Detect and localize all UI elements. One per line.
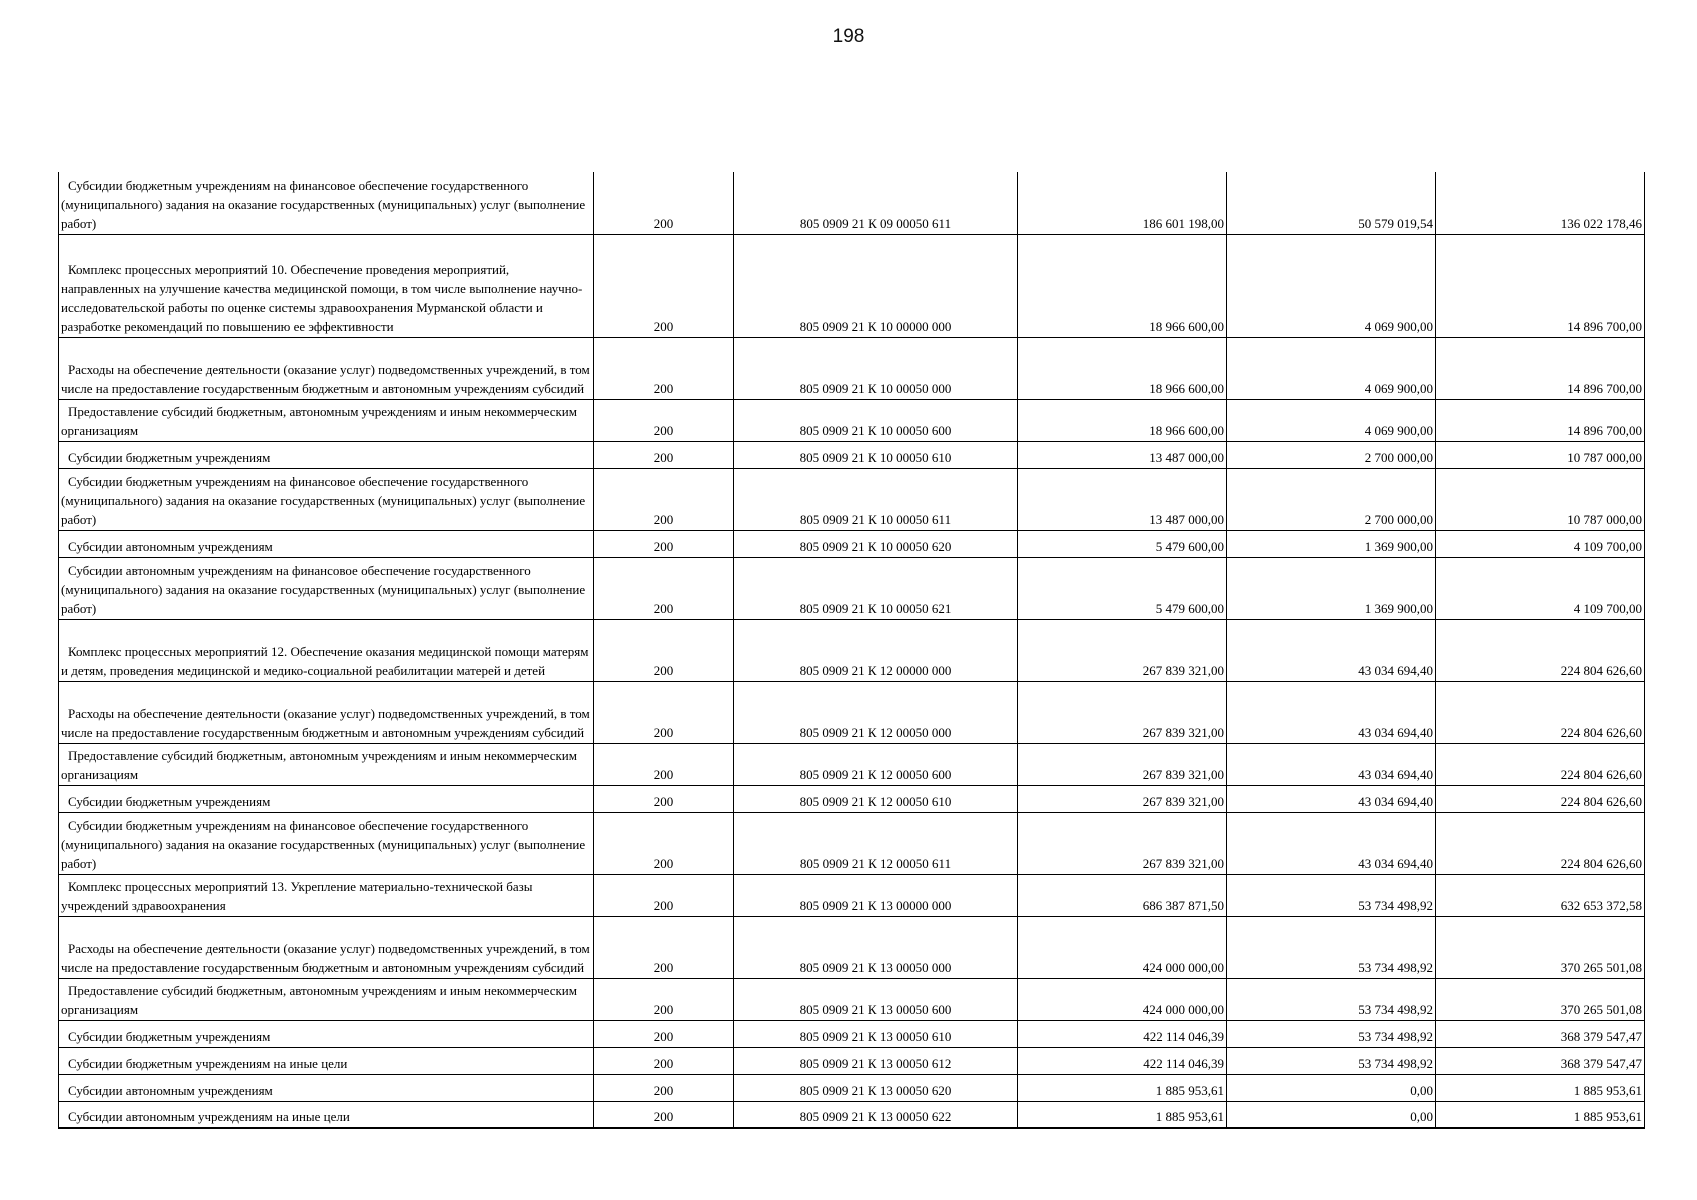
- table-row: [59, 785, 1645, 812]
- row-code-cell: 200: [594, 234, 734, 337]
- row-name-cell: Расходы на обеспечение деятельности (оказание услуг) подведомственных учреждений, в том числе на предоставление государственным бюджетным и автономным учреждениям субсидий: [59, 681, 594, 743]
- row-executed-amount-cell: 53 734 498,92: [1227, 1047, 1436, 1074]
- row-name-cell: Субсидии бюджетным учреждениям: [59, 1020, 594, 1047]
- table-row: [59, 337, 1645, 399]
- row-code-cell: 200: [594, 874, 734, 916]
- row-remaining-amount-cell: 224 804 626,60: [1436, 785, 1645, 812]
- row-executed-amount-cell: 2 700 000,00: [1227, 468, 1436, 530]
- row-executed-amount-cell: 2 700 000,00: [1227, 441, 1436, 468]
- row-remaining-amount-cell: 14 896 700,00: [1436, 399, 1645, 441]
- table-row: [59, 530, 1645, 557]
- row-executed-amount-cell: 50 579 019,54: [1227, 172, 1436, 234]
- row-kbk-cell: 805 0909 21 К 09 00050 611: [734, 172, 1018, 234]
- row-executed-amount-cell: 1 369 900,00: [1227, 557, 1436, 619]
- table-body: [59, 172, 1645, 1128]
- row-plan-amount-cell: 18 966 600,00: [1018, 337, 1227, 399]
- row-remaining-amount-cell: 4 109 700,00: [1436, 530, 1645, 557]
- row-plan-amount-cell: 18 966 600,00: [1018, 399, 1227, 441]
- row-kbk-cell: 805 0909 21 К 13 00050 000: [734, 916, 1018, 978]
- table-row: [59, 743, 1645, 785]
- table-row: [59, 619, 1645, 681]
- table-row: [59, 874, 1645, 916]
- row-code-cell: 200: [594, 916, 734, 978]
- row-remaining-amount-cell: 1 885 953,61: [1436, 1101, 1645, 1128]
- table-row: [59, 1020, 1645, 1047]
- row-remaining-amount-cell: 10 787 000,00: [1436, 468, 1645, 530]
- row-kbk-cell: 805 0909 21 К 12 00050 600: [734, 743, 1018, 785]
- row-remaining-amount-cell: 370 265 501,08: [1436, 978, 1645, 1020]
- row-remaining-amount-cell: 224 804 626,60: [1436, 619, 1645, 681]
- row-code-cell: 200: [594, 468, 734, 530]
- row-executed-amount-cell: 43 034 694,40: [1227, 743, 1436, 785]
- row-plan-amount-cell: 5 479 600,00: [1018, 530, 1227, 557]
- row-plan-amount-cell: 422 114 046,39: [1018, 1047, 1227, 1074]
- row-kbk-cell: 805 0909 21 К 12 00050 611: [734, 812, 1018, 874]
- row-kbk-cell: 805 0909 21 К 12 00050 610: [734, 785, 1018, 812]
- row-plan-amount-cell: 13 487 000,00: [1018, 468, 1227, 530]
- row-kbk-cell: 805 0909 21 К 10 00050 621: [734, 557, 1018, 619]
- row-code-cell: 200: [594, 812, 734, 874]
- row-code-cell: 200: [594, 1101, 734, 1128]
- row-plan-amount-cell: 267 839 321,00: [1018, 785, 1227, 812]
- row-executed-amount-cell: 4 069 900,00: [1227, 234, 1436, 337]
- row-code-cell: 200: [594, 337, 734, 399]
- table-row: [59, 1047, 1645, 1074]
- page-number: 198: [832, 26, 865, 47]
- row-name-cell: Субсидии бюджетным учреждениям на финансовое обеспечение государственного (муниципального) задания на оказание государственных (муниципальных) услуг (выполнение работ): [59, 468, 594, 530]
- row-plan-amount-cell: 424 000 000,00: [1018, 916, 1227, 978]
- row-code-cell: 200: [594, 743, 734, 785]
- row-executed-amount-cell: 4 069 900,00: [1227, 399, 1436, 441]
- row-name-cell: Субсидии бюджетным учреждениям на финансовое обеспечение государственного (муниципального) задания на оказание государственных (муниципальных) услуг (выполнение работ): [59, 172, 594, 234]
- row-kbk-cell: 805 0909 21 К 10 00050 000: [734, 337, 1018, 399]
- row-remaining-amount-cell: 1 885 953,61: [1436, 1074, 1645, 1101]
- row-code-cell: 200: [594, 530, 734, 557]
- row-plan-amount-cell: 1 885 953,61: [1018, 1101, 1227, 1128]
- row-plan-amount-cell: 1 885 953,61: [1018, 1074, 1227, 1101]
- row-code-cell: 200: [594, 1047, 734, 1074]
- row-executed-amount-cell: 53 734 498,92: [1227, 874, 1436, 916]
- row-code-cell: 200: [594, 1020, 734, 1047]
- row-executed-amount-cell: 0,00: [1227, 1101, 1436, 1128]
- row-plan-amount-cell: 267 839 321,00: [1018, 743, 1227, 785]
- row-code-cell: 200: [594, 399, 734, 441]
- row-name-cell: Комплекс процессных мероприятий 13. Укрепление материально-технической базы учреждений здравоохранения: [59, 874, 594, 916]
- row-plan-amount-cell: 267 839 321,00: [1018, 619, 1227, 681]
- row-code-cell: 200: [594, 681, 734, 743]
- row-kbk-cell: 805 0909 21 К 13 00050 620: [734, 1074, 1018, 1101]
- row-name-cell: Предоставление субсидий бюджетным, автономным учреждениям и иным некоммерческим организациям: [59, 399, 594, 441]
- budget-execution-table: [58, 172, 1645, 1129]
- row-kbk-cell: 805 0909 21 К 10 00050 610: [734, 441, 1018, 468]
- row-code-cell: 200: [594, 441, 734, 468]
- row-kbk-cell: 805 0909 21 К 13 00050 622: [734, 1101, 1018, 1128]
- row-executed-amount-cell: 43 034 694,40: [1227, 812, 1436, 874]
- table-row: [59, 1101, 1645, 1128]
- table-row: [59, 172, 1645, 234]
- row-name-cell: Комплекс процессных мероприятий 12. Обеспечение оказания медицинской помощи матерям и детям, проведения медицинской и медико-социальной реабилитации матерей и детей: [59, 619, 594, 681]
- row-executed-amount-cell: 43 034 694,40: [1227, 681, 1436, 743]
- row-code-cell: 200: [594, 785, 734, 812]
- row-remaining-amount-cell: 224 804 626,60: [1436, 812, 1645, 874]
- table-row: [59, 399, 1645, 441]
- row-remaining-amount-cell: 632 653 372,58: [1436, 874, 1645, 916]
- row-remaining-amount-cell: 368 379 547,47: [1436, 1020, 1645, 1047]
- row-code-cell: 200: [594, 1074, 734, 1101]
- row-code-cell: 200: [594, 978, 734, 1020]
- row-remaining-amount-cell: 136 022 178,46: [1436, 172, 1645, 234]
- row-plan-amount-cell: 686 387 871,50: [1018, 874, 1227, 916]
- row-name-cell: Субсидии автономным учреждениям: [59, 1074, 594, 1101]
- row-plan-amount-cell: 18 966 600,00: [1018, 234, 1227, 337]
- row-code-cell: 200: [594, 172, 734, 234]
- row-remaining-amount-cell: 10 787 000,00: [1436, 441, 1645, 468]
- row-kbk-cell: 805 0909 21 К 10 00050 620: [734, 530, 1018, 557]
- row-kbk-cell: 805 0909 21 К 13 00050 612: [734, 1047, 1018, 1074]
- row-plan-amount-cell: 267 839 321,00: [1018, 812, 1227, 874]
- row-remaining-amount-cell: 368 379 547,47: [1436, 1047, 1645, 1074]
- table-row: [59, 978, 1645, 1020]
- row-code-cell: 200: [594, 557, 734, 619]
- row-kbk-cell: 805 0909 21 К 10 00000 000: [734, 234, 1018, 337]
- row-name-cell: Субсидии автономным учреждениям: [59, 530, 594, 557]
- row-plan-amount-cell: 186 601 198,00: [1018, 172, 1227, 234]
- row-name-cell: Субсидии бюджетным учреждениям на финансовое обеспечение государственного (муниципального) задания на оказание государственных (муниципальных) услуг (выполнение работ): [59, 812, 594, 874]
- row-name-cell: Субсидии бюджетным учреждениям: [59, 441, 594, 468]
- table-row: [59, 1074, 1645, 1101]
- row-executed-amount-cell: 43 034 694,40: [1227, 785, 1436, 812]
- row-remaining-amount-cell: 370 265 501,08: [1436, 916, 1645, 978]
- table-row: [59, 916, 1645, 978]
- row-kbk-cell: 805 0909 21 К 10 00050 600: [734, 399, 1018, 441]
- row-kbk-cell: 805 0909 21 К 13 00000 000: [734, 874, 1018, 916]
- row-remaining-amount-cell: 224 804 626,60: [1436, 681, 1645, 743]
- row-remaining-amount-cell: 4 109 700,00: [1436, 557, 1645, 619]
- row-executed-amount-cell: 53 734 498,92: [1227, 978, 1436, 1020]
- row-kbk-cell: 805 0909 21 К 10 00050 611: [734, 468, 1018, 530]
- row-name-cell: Комплекс процессных мероприятий 10. Обеспечение проведения мероприятий, направленных на улучшение качества медицинской помощи, в том числе выполнение научно-исследовательской работы по оценке системы здравоохранения Мурманской области и разработке рекомендаций по повышению ее эффективности: [59, 234, 594, 337]
- row-remaining-amount-cell: 224 804 626,60: [1436, 743, 1645, 785]
- row-plan-amount-cell: 5 479 600,00: [1018, 557, 1227, 619]
- row-name-cell: Субсидии бюджетным учреждениям на иные цели: [59, 1047, 594, 1074]
- row-plan-amount-cell: 422 114 046,39: [1018, 1020, 1227, 1047]
- row-executed-amount-cell: 0,00: [1227, 1074, 1436, 1101]
- row-executed-amount-cell: 43 034 694,40: [1227, 619, 1436, 681]
- table-row: [59, 468, 1645, 530]
- row-remaining-amount-cell: 14 896 700,00: [1436, 234, 1645, 337]
- row-name-cell: Предоставление субсидий бюджетным, автономным учреждениям и иным некоммерческим организациям: [59, 978, 594, 1020]
- table-row: [59, 441, 1645, 468]
- row-code-cell: 200: [594, 619, 734, 681]
- row-plan-amount-cell: 13 487 000,00: [1018, 441, 1227, 468]
- table-row: [59, 812, 1645, 874]
- row-kbk-cell: 805 0909 21 К 12 00050 000: [734, 681, 1018, 743]
- row-name-cell: Субсидии бюджетным учреждениям: [59, 785, 594, 812]
- row-executed-amount-cell: 1 369 900,00: [1227, 530, 1436, 557]
- row-plan-amount-cell: 424 000 000,00: [1018, 978, 1227, 1020]
- row-name-cell: Расходы на обеспечение деятельности (оказание услуг) подведомственных учреждений, в том числе на предоставление государственным бюджетным и автономным учреждениям субсидий: [59, 337, 594, 399]
- table-row: [59, 681, 1645, 743]
- table-row: [59, 557, 1645, 619]
- row-executed-amount-cell: 4 069 900,00: [1227, 337, 1436, 399]
- row-name-cell: Расходы на обеспечение деятельности (оказание услуг) подведомственных учреждений, в том числе на предоставление государственным бюджетным и автономным учреждениям субсидий: [59, 916, 594, 978]
- row-remaining-amount-cell: 14 896 700,00: [1436, 337, 1645, 399]
- row-executed-amount-cell: 53 734 498,92: [1227, 916, 1436, 978]
- row-kbk-cell: 805 0909 21 К 13 00050 610: [734, 1020, 1018, 1047]
- table-row: [59, 234, 1645, 337]
- row-name-cell: Предоставление субсидий бюджетным, автономным учреждениям и иным некоммерческим организациям: [59, 743, 594, 785]
- row-kbk-cell: 805 0909 21 К 12 00000 000: [734, 619, 1018, 681]
- row-executed-amount-cell: 53 734 498,92: [1227, 1020, 1436, 1047]
- row-name-cell: Субсидии автономным учреждениям на финансовое обеспечение государственного (муниципального) задания на оказание государственных (муниципальных) услуг (выполнение работ): [59, 557, 594, 619]
- row-name-cell: Субсидии автономным учреждениям на иные цели: [59, 1101, 594, 1128]
- row-plan-amount-cell: 267 839 321,00: [1018, 681, 1227, 743]
- row-kbk-cell: 805 0909 21 К 13 00050 600: [734, 978, 1018, 1020]
